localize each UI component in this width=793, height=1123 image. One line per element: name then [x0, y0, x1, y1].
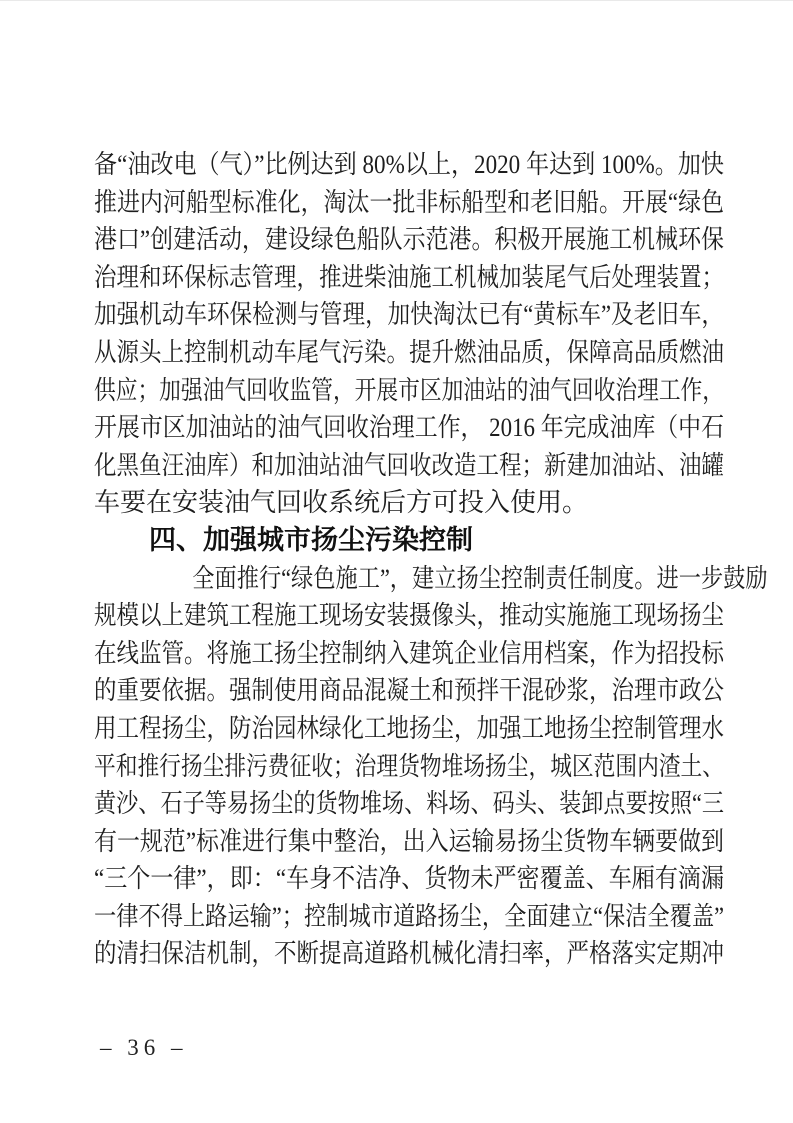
text-line-content: 有一规范”标准进行集中整治，出入运输易扬尘货物车辆要做到 [94, 826, 724, 856]
text-line-content: 开展市区加油站的油气回收治理工作， 2016 年完成油库（中石 [94, 413, 724, 443]
text-line [94, 184, 724, 222]
text-line-content: 平和推行扬尘排污费征收；治理货物堆场扬尘，城区范围内渣土、 [94, 751, 724, 781]
text-line [94, 560, 768, 598]
text-line-content: 黄沙、石子等易扬尘的货物堆场、料场、码头、装卸点要按照“三 [94, 789, 724, 819]
text-line-content: 化黑鱼汪油库）和加油站油气回收改造工程；新建加油站、油罐 [94, 450, 724, 480]
text-line [94, 372, 724, 410]
text-line-content: 一律不得上路运输”；控制城市道路扬尘，全面建立“保洁全覆盖” [94, 901, 724, 931]
section-heading [94, 522, 724, 560]
text-line-content: 的重要依据。强制使用商品混凝土和预拌干混砂浆，治理市政公 [94, 676, 724, 706]
text-line [94, 484, 724, 522]
text-line-content: 备“油改电（气）”比例达到 80%以上，2020 年达到 100%。加快 [94, 150, 724, 179]
document-body [94, 146, 768, 973]
text-line [94, 935, 724, 973]
page-number: – 36 – [100, 1035, 188, 1060]
text-line [94, 898, 724, 936]
text-line [94, 447, 724, 485]
text-line-content: 在线监管。将施工扬尘控制纳入建筑企业信用档案，作为招投标 [94, 638, 724, 668]
text-line-content: 港口”创建活动，建设绿色船队示范港。积极开展施工机械环保 [94, 225, 724, 255]
text-line-content: 用工程扬尘，防治园林绿化工地扬尘，加强工地扬尘控制管理水 [94, 713, 724, 743]
text-line [94, 823, 724, 861]
text-line [94, 860, 724, 898]
text-line-content: 治理和环保标志管理，推进柴油施工机械加装尾气后处理装置； [94, 262, 724, 292]
text-line-content: 供应；加强油气回收监管，开展市区加油站的油气回收治理工作， [94, 375, 724, 405]
text-line [94, 635, 724, 673]
text-line [94, 672, 724, 710]
text-line [94, 785, 724, 823]
text-line [94, 259, 724, 297]
text-line [94, 409, 724, 447]
text-line-content: 规模以上建筑工程施工现场安装摄像头，推动实施施工现场扬尘 [94, 601, 724, 631]
text-line-content: “三个一律”，即：“车身不洁净、货物未严密覆盖、车厢有滴漏 [94, 864, 724, 894]
text-line-content: 加强机动车环保检测与管理，加快淘汰已有“黄标车”及老旧车， [94, 300, 724, 330]
text-line [94, 334, 724, 372]
text-line-content: 车要在安装油气回收系统后方可投入使用。 [94, 488, 589, 518]
text-line [94, 221, 724, 259]
text-line-content: 全面推行“绿色施工”，建立扬尘控制责任制度。进一步鼓励 [192, 563, 768, 593]
text-line [94, 597, 724, 635]
text-line [94, 748, 724, 786]
text-line-content: 四、加强城市扬尘污染控制 [149, 524, 473, 555]
text-line-content: 推进内河船型标准化，淘汰一批非标船型和老旧船。开展“绿色 [94, 187, 724, 217]
text-line [94, 710, 724, 748]
text-line [94, 146, 724, 184]
text-line-content: 的清扫保洁机制，不断提高道路机械化清扫率，严格落实定期冲 [94, 939, 724, 969]
text-line-content: 从源头上控制机动车尾气污染。提升燃油品质，保障高品质燃油 [94, 337, 724, 367]
text-line [94, 296, 724, 334]
